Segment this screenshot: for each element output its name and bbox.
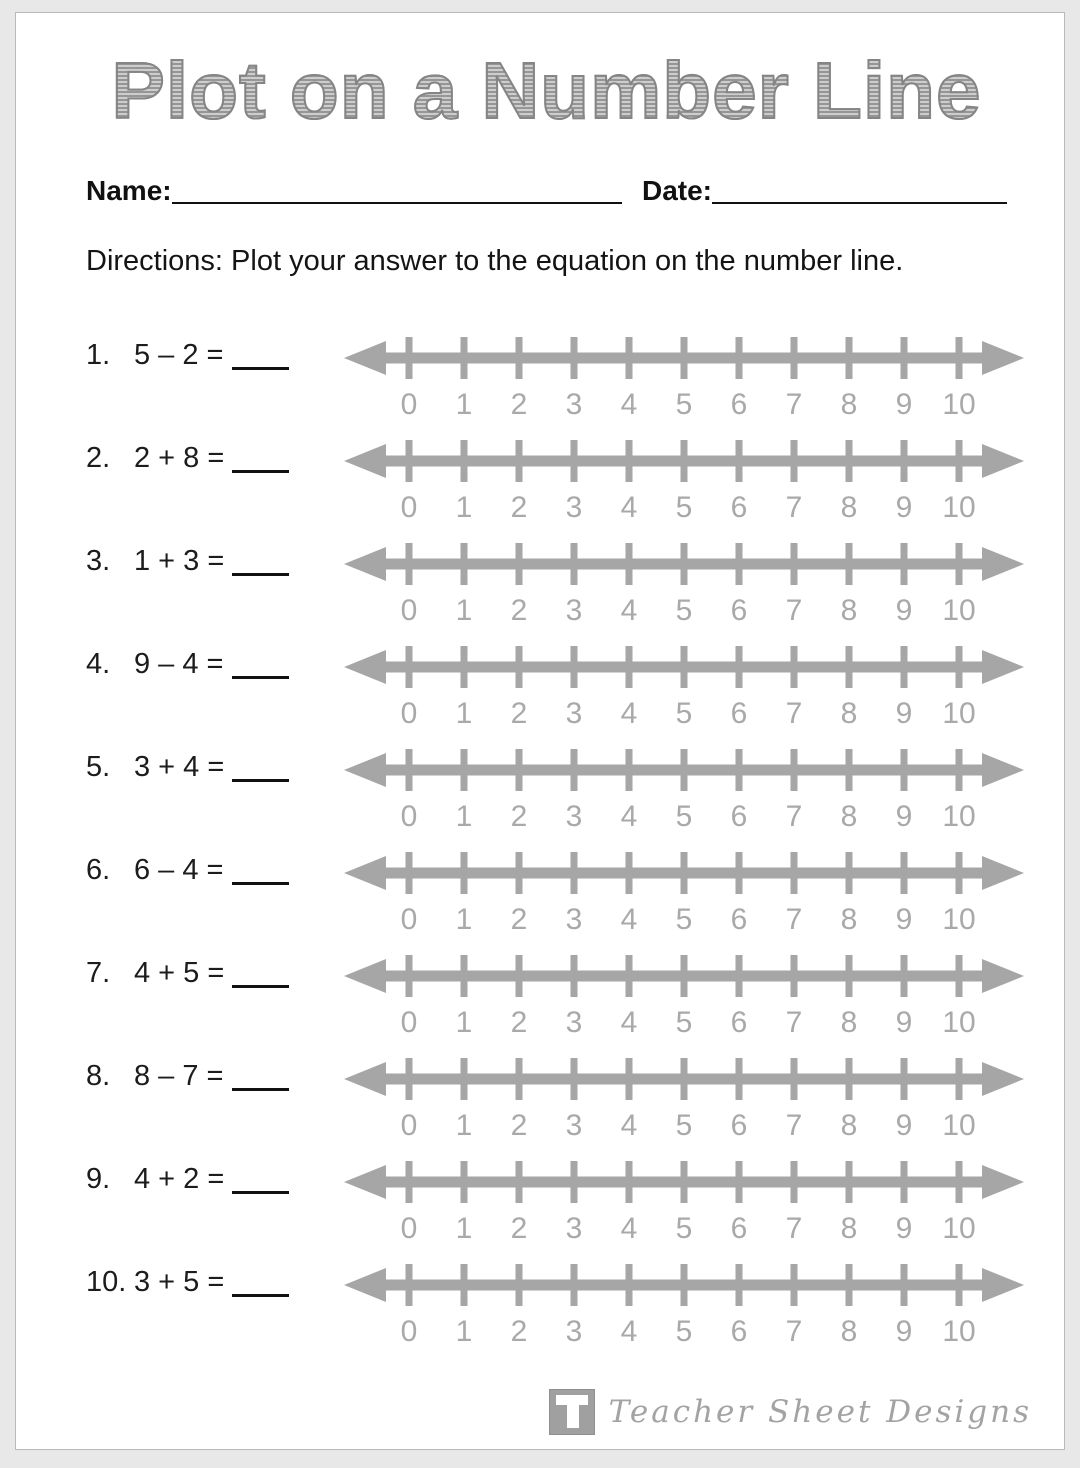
- svg-text:2: 2: [510, 1006, 528, 1039]
- svg-text:7: 7: [785, 1006, 803, 1039]
- svg-text:0: 0: [400, 594, 418, 627]
- svg-text:1: 1: [455, 388, 473, 421]
- svg-text:10: 10: [942, 594, 976, 627]
- svg-text:7: 7: [785, 1212, 803, 1245]
- date-label: Date:: [641, 175, 712, 206]
- number-line-diagram: [344, 849, 1024, 937]
- svg-text:3: 3: [565, 697, 583, 730]
- name-date-row: [86, 175, 1007, 207]
- svg-text:10: 10: [942, 1006, 976, 1039]
- svg-text:7: 7: [785, 594, 803, 627]
- svg-text:0: 0: [400, 1212, 418, 1245]
- answer-blank: [232, 882, 289, 885]
- svg-text:1: 1: [455, 1109, 473, 1142]
- svg-text:1: 1: [455, 594, 473, 627]
- svg-text:10: 10: [942, 697, 976, 730]
- problem-equation: 4 + 2 =: [134, 1163, 225, 1195]
- problem-number: 6.: [86, 854, 111, 886]
- svg-text:0: 0: [400, 1006, 418, 1039]
- svg-text:2: 2: [510, 1315, 528, 1348]
- svg-text:2: 2: [510, 903, 528, 936]
- svg-text:9: 9: [895, 491, 913, 524]
- svg-text:5: 5: [675, 800, 693, 833]
- svg-text:10: 10: [942, 388, 976, 421]
- problem-equation: 8 – 7 =: [134, 1060, 224, 1092]
- svg-text:4: 4: [620, 1006, 638, 1039]
- problem-number: 4.: [86, 648, 111, 680]
- svg-text:7: 7: [785, 800, 803, 833]
- svg-text:2: 2: [510, 491, 528, 524]
- directions-text: Directions: Plot your answer to the equation on the number line.: [86, 245, 904, 277]
- svg-text:8: 8: [840, 697, 858, 730]
- svg-text:3: 3: [565, 1109, 583, 1142]
- answer-blank: [232, 779, 289, 782]
- answer-blank: [232, 367, 289, 370]
- svg-text:10: 10: [942, 1315, 976, 1348]
- svg-text:8: 8: [840, 903, 858, 936]
- problem-number: 1.: [86, 339, 111, 371]
- svg-text:2: 2: [510, 388, 528, 421]
- svg-text:5: 5: [675, 594, 693, 627]
- problem-row: [86, 334, 1007, 422]
- problem-row: [86, 746, 1007, 834]
- svg-text:2: 2: [510, 1212, 528, 1245]
- svg-text:3: 3: [565, 903, 583, 936]
- equation-column: [86, 437, 344, 475]
- svg-text:3: 3: [565, 800, 583, 833]
- svg-text:7: 7: [785, 491, 803, 524]
- svg-text:5: 5: [675, 1315, 693, 1348]
- svg-text:1: 1: [455, 800, 473, 833]
- svg-text:0: 0: [400, 1109, 418, 1142]
- problem-row: [86, 437, 1007, 525]
- problem-equation: 6 – 4 =: [134, 854, 224, 886]
- answer-blank: [232, 1191, 289, 1194]
- svg-text:6: 6: [730, 903, 748, 936]
- svg-text:4: 4: [620, 697, 638, 730]
- svg-text:9: 9: [895, 388, 913, 421]
- problem-equation: 3 + 5 =: [134, 1266, 225, 1298]
- svg-text:3: 3: [565, 1006, 583, 1039]
- svg-text:10: 10: [942, 1212, 976, 1245]
- number-line-diagram: [344, 1055, 1024, 1143]
- worksheet-page: [15, 12, 1065, 1450]
- problem-equation: 3 + 4 =: [134, 751, 225, 783]
- svg-text:10: 10: [942, 1109, 976, 1142]
- svg-text:2: 2: [510, 800, 528, 833]
- svg-text:1: 1: [455, 1006, 473, 1039]
- svg-text:0: 0: [400, 388, 418, 421]
- svg-text:5: 5: [675, 1212, 693, 1245]
- equation-column: [86, 540, 344, 578]
- svg-text:4: 4: [620, 594, 638, 627]
- svg-text:6: 6: [730, 1109, 748, 1142]
- svg-text:4: 4: [620, 491, 638, 524]
- svg-text:7: 7: [785, 903, 803, 936]
- svg-text:9: 9: [895, 800, 913, 833]
- answer-blank: [232, 985, 289, 988]
- problem-equation: 2 + 8 =: [134, 442, 225, 474]
- problem-equation: 5 – 2 =: [134, 339, 224, 371]
- svg-text:5: 5: [675, 1006, 693, 1039]
- svg-text:6: 6: [730, 594, 748, 627]
- svg-text:0: 0: [400, 1315, 418, 1348]
- equation-column: [86, 952, 344, 990]
- svg-text:8: 8: [840, 491, 858, 524]
- name-blank: [172, 202, 622, 204]
- svg-text:5: 5: [675, 697, 693, 730]
- problem-number: 10.: [86, 1266, 127, 1298]
- equation-column: [86, 1158, 344, 1196]
- number-line-diagram: [344, 334, 1024, 422]
- svg-text:3: 3: [565, 491, 583, 524]
- svg-text:9: 9: [895, 1006, 913, 1039]
- problem-row: [86, 1261, 1007, 1349]
- problem-number: 8.: [86, 1060, 111, 1092]
- number-line-diagram: [344, 952, 1024, 1040]
- svg-text:7: 7: [785, 1315, 803, 1348]
- svg-text:10: 10: [942, 800, 976, 833]
- brand-name: Teacher Sheet Designs: [608, 1394, 1032, 1430]
- svg-text:8: 8: [840, 1212, 858, 1245]
- svg-text:6: 6: [730, 1315, 748, 1348]
- title-area: [86, 13, 1007, 133]
- svg-text:1: 1: [455, 1315, 473, 1348]
- answer-blank: [232, 470, 289, 473]
- number-line-diagram: [344, 1158, 1024, 1246]
- svg-text:2: 2: [510, 1109, 528, 1142]
- number-line-diagram: [344, 437, 1024, 525]
- footer-brand: [86, 1389, 1032, 1447]
- equation-column: [86, 1055, 344, 1093]
- svg-text:3: 3: [565, 1315, 583, 1348]
- svg-text:8: 8: [840, 800, 858, 833]
- equation-column: [86, 643, 344, 681]
- problem-equation: 4 + 5 =: [134, 957, 225, 989]
- svg-text:7: 7: [785, 388, 803, 421]
- svg-text:8: 8: [840, 594, 858, 627]
- svg-text:2: 2: [510, 697, 528, 730]
- answer-blank: [232, 1294, 289, 1297]
- svg-text:4: 4: [620, 800, 638, 833]
- problem-row: [86, 540, 1007, 628]
- problem-row: [86, 849, 1007, 937]
- svg-text:8: 8: [840, 1006, 858, 1039]
- svg-text:6: 6: [730, 1212, 748, 1245]
- page-title: Plot on a Number Line: [111, 46, 982, 135]
- svg-text:3: 3: [565, 594, 583, 627]
- problem-equation: 9 – 4 =: [134, 648, 224, 680]
- answer-blank: [232, 573, 289, 576]
- svg-text:4: 4: [620, 1109, 638, 1142]
- svg-text:7: 7: [785, 1109, 803, 1142]
- svg-text:9: 9: [895, 1315, 913, 1348]
- problem-number: 2.: [86, 442, 111, 474]
- svg-text:0: 0: [400, 800, 418, 833]
- problem-equation: 1 + 3 =: [134, 545, 225, 577]
- svg-text:4: 4: [620, 1315, 638, 1348]
- svg-text:8: 8: [840, 1109, 858, 1142]
- problem-number: 5.: [86, 751, 111, 783]
- svg-text:0: 0: [400, 903, 418, 936]
- problem-number: 3.: [86, 545, 111, 577]
- svg-text:9: 9: [895, 1212, 913, 1245]
- equation-column: [86, 334, 344, 372]
- svg-text:10: 10: [942, 491, 976, 524]
- equation-column: [86, 849, 344, 887]
- number-line-diagram: [344, 1261, 1024, 1349]
- svg-text:0: 0: [400, 491, 418, 524]
- svg-text:4: 4: [620, 388, 638, 421]
- svg-text:1: 1: [455, 903, 473, 936]
- svg-text:5: 5: [675, 491, 693, 524]
- date-blank: [712, 202, 1007, 204]
- equation-column: [86, 1261, 344, 1299]
- svg-text:4: 4: [620, 1212, 638, 1245]
- svg-text:5: 5: [675, 903, 693, 936]
- svg-text:6: 6: [730, 697, 748, 730]
- problem-row: [86, 643, 1007, 731]
- svg-text:5: 5: [675, 1109, 693, 1142]
- svg-text:1: 1: [455, 1212, 473, 1245]
- svg-text:9: 9: [895, 594, 913, 627]
- number-line-diagram: [344, 746, 1024, 834]
- svg-text:6: 6: [730, 491, 748, 524]
- answer-blank: [232, 1088, 289, 1091]
- svg-text:0: 0: [400, 697, 418, 730]
- logo-t-stem: [567, 1395, 579, 1428]
- number-line-diagram: [344, 540, 1024, 628]
- svg-text:7: 7: [785, 697, 803, 730]
- svg-text:6: 6: [730, 388, 748, 421]
- svg-text:3: 3: [565, 388, 583, 421]
- svg-text:9: 9: [895, 697, 913, 730]
- svg-text:2: 2: [510, 594, 528, 627]
- number-line-diagram: [344, 643, 1024, 731]
- svg-text:8: 8: [840, 1315, 858, 1348]
- problem-row: [86, 1055, 1007, 1143]
- svg-text:3: 3: [565, 1212, 583, 1245]
- problem-row: [86, 1158, 1007, 1246]
- answer-blank: [232, 676, 289, 679]
- svg-text:1: 1: [455, 697, 473, 730]
- name-label: Name:: [86, 175, 172, 206]
- problem-number: 9.: [86, 1163, 111, 1195]
- brand-logo-icon: [549, 1389, 595, 1435]
- svg-text:5: 5: [675, 388, 693, 421]
- svg-text:1: 1: [455, 491, 473, 524]
- problem-row: [86, 952, 1007, 1040]
- problems-list: [86, 334, 1007, 1349]
- svg-text:9: 9: [895, 903, 913, 936]
- svg-text:6: 6: [730, 800, 748, 833]
- equation-column: [86, 746, 344, 784]
- svg-text:10: 10: [942, 903, 976, 936]
- svg-text:8: 8: [840, 388, 858, 421]
- svg-text:6: 6: [730, 1006, 748, 1039]
- svg-text:4: 4: [620, 903, 638, 936]
- svg-text:9: 9: [895, 1109, 913, 1142]
- problem-number: 7.: [86, 957, 111, 989]
